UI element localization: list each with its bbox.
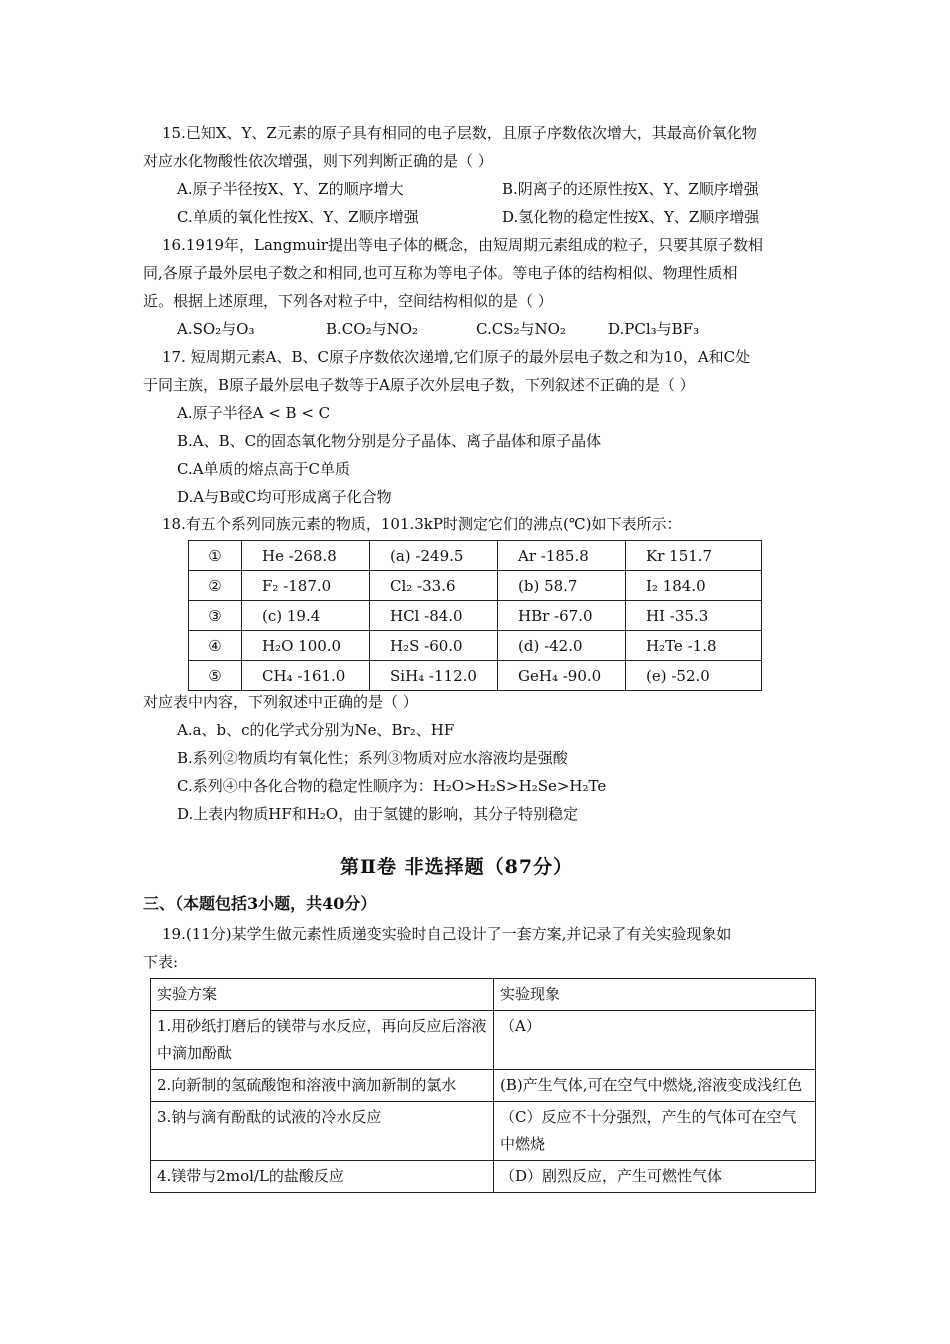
header-experiment-phenomenon: 实验现象 <box>494 979 816 1011</box>
q19-stem-line2: 下表: <box>143 953 179 971</box>
table-row <box>189 571 762 601</box>
experiment-phenomenon-cell: (B)产生气体,可在空气中燃烧,溶液变成浅红色 <box>494 1070 816 1102</box>
q17-option-c: C.A单质的熔点高于C单质 <box>177 460 351 478</box>
table-row <box>151 1102 816 1161</box>
q15-option-a: A.原子半径按X、Y、Z的顺序增大 <box>177 180 404 198</box>
table-header-row <box>151 979 816 1011</box>
table-cell: (d) -42.0 <box>498 631 626 661</box>
table-cell: CH₄ -161.0 <box>242 661 370 691</box>
table-row <box>189 661 762 691</box>
table-row <box>151 1011 816 1070</box>
table-cell: H₂Te -1.8 <box>626 631 762 661</box>
table-cell: (c) 19.4 <box>242 601 370 631</box>
table-cell: (a) -249.5 <box>370 541 498 571</box>
experiment-plan-cell: 4.镁带与2mol/L的盐酸反应 <box>151 1161 494 1193</box>
q18-option-a: A.a、b、c的化学式分别为Ne、Br₂、HF <box>177 721 455 739</box>
q17-option-d: D.A与B或C均可形成离子化合物 <box>177 488 392 506</box>
header-experiment-plan: 实验方案 <box>151 979 494 1011</box>
q15-option-d: D.氢化物的稳定性按X、Y、Z顺序增强 <box>502 208 760 226</box>
experiment-phenomenon-cell: （D）剧烈反应，产生可燃性气体 <box>494 1161 816 1193</box>
table-cell: GeH₄ -90.0 <box>498 661 626 691</box>
table-cell: ② <box>189 571 242 601</box>
q17-option-a: A.原子半径A < B < C <box>177 404 331 422</box>
table-row <box>151 1161 816 1193</box>
q17-stem-line2: 于同主族，B原子最外层电子数等于A原子次外层电子数，下列叙述不正确的是（ ） <box>143 376 695 394</box>
q18-option-d: D.上表内物质HF和H₂O，由于氢键的影响，其分子特别稳定 <box>177 805 579 823</box>
table-cell: ④ <box>189 631 242 661</box>
table-cell: ① <box>189 541 242 571</box>
table-cell: HCl -84.0 <box>370 601 498 631</box>
table-row <box>189 631 762 661</box>
table-cell: HI -35.3 <box>626 601 762 631</box>
table-cell: I₂ 184.0 <box>626 571 762 601</box>
table-cell: He -268.8 <box>242 541 370 571</box>
table-cell: ③ <box>189 601 242 631</box>
table-row <box>189 541 762 571</box>
q15-stem-line2: 对应水化物酸性依次增强，则下列判断正确的是（ ） <box>143 152 493 170</box>
table-cell: (e) -52.0 <box>626 661 762 691</box>
table-cell: F₂ -187.0 <box>242 571 370 601</box>
table-row <box>151 1070 816 1102</box>
table-row <box>189 601 762 631</box>
experiment-plan-cell: 2.向新制的氢硫酸饱和溶液中滴加新制的氯水 <box>151 1070 494 1102</box>
table-cell: Kr 151.7 <box>626 541 762 571</box>
table-cell: Ar -185.8 <box>498 541 626 571</box>
q15-option-b: B.阴离子的还原性按X、Y、Z顺序增强 <box>502 180 759 198</box>
table-cell: ⑤ <box>189 661 242 691</box>
experiment-plan-cell: 1.用砂纸打磨后的镁带与水反应，再向反应后溶液中滴加酚酞 <box>151 1011 494 1070</box>
q18-follow: 对应表中内容，下列叙述中正确的是（ ） <box>143 693 418 711</box>
q18-option-c: C.系列④中各化合物的稳定性顺序为：H₂O>H₂S>H₂Se>H₂Te <box>177 777 607 795</box>
q17-option-b: B.A、B、C的固态氧化物分别是分子晶体、离子晶体和原子晶体 <box>177 432 602 450</box>
experiment-table <box>150 978 816 1193</box>
part2-heading: 第Ⅱ卷 非选择题（87分） <box>340 856 574 878</box>
table-cell: HBr -67.0 <box>498 601 626 631</box>
q18-option-b: B.系列②物质均有氧化性；系列③物质对应水溶液均是强酸 <box>177 749 568 767</box>
table-cell: Cl₂ -33.6 <box>370 571 498 601</box>
q15-option-c: C.单质的氧化性按X、Y、Z顺序增强 <box>177 208 419 226</box>
experiment-phenomenon-cell: （A） <box>494 1011 816 1070</box>
table-cell: (b) 58.7 <box>498 571 626 601</box>
table-cell: H₂S -60.0 <box>370 631 498 661</box>
table-cell: H₂O 100.0 <box>242 631 370 661</box>
q15-stem-line1: 15.已知X、Y、Z元素的原子具有相同的电子层数，且原子序数依次增大，其最高价氧化物 <box>162 124 757 142</box>
boiling-point-table <box>188 540 762 691</box>
q18-stem: 18.有五个系列同族元素的物质，101.3kP时测定它们的沸点(℃)如下表所示： <box>162 515 682 533</box>
q19-stem-line1: 19.(11分)某学生做元素性质递变实验时自己设计了一套方案,并记录了有关实验现象如 <box>162 925 732 943</box>
q16-option-b: B.CO₂与NO₂ <box>326 320 419 338</box>
q16-option-c: C.CS₂与NO₂ <box>476 320 566 338</box>
q16-option-a: A.SO₂与O₃ <box>177 320 255 338</box>
q17-stem-line1: 17. 短周期元素A、B、C原子序数依次递增,它们原子的最外层电子数之和为10，A和C处 <box>162 348 751 366</box>
experiment-phenomenon-cell: （C）反应不十分强烈，产生的气体可在空气中燃烧 <box>494 1102 816 1161</box>
section-3-heading: 三、（本题包括3小题，共40分） <box>143 894 377 913</box>
q16-stem-line1: 16.1919年，Langmuir提出等电子体的概念，由短周期元素组成的粒子，只要其原子数相 <box>162 236 764 254</box>
table-cell: SiH₄ -112.0 <box>370 661 498 691</box>
experiment-plan-cell: 3.钠与滴有酚酞的试液的冷水反应 <box>151 1102 494 1161</box>
q16-option-d: D.PCl₃与BF₃ <box>608 320 700 338</box>
q16-stem-line2: 同,各原子最外层电子数之和相同,也可互称为等电子体。等电子体的结构相似、物理性质相 <box>143 264 738 282</box>
q16-stem-line3: 近。根据上述原理，下列各对粒子中，空间结构相似的是（ ） <box>143 292 553 310</box>
